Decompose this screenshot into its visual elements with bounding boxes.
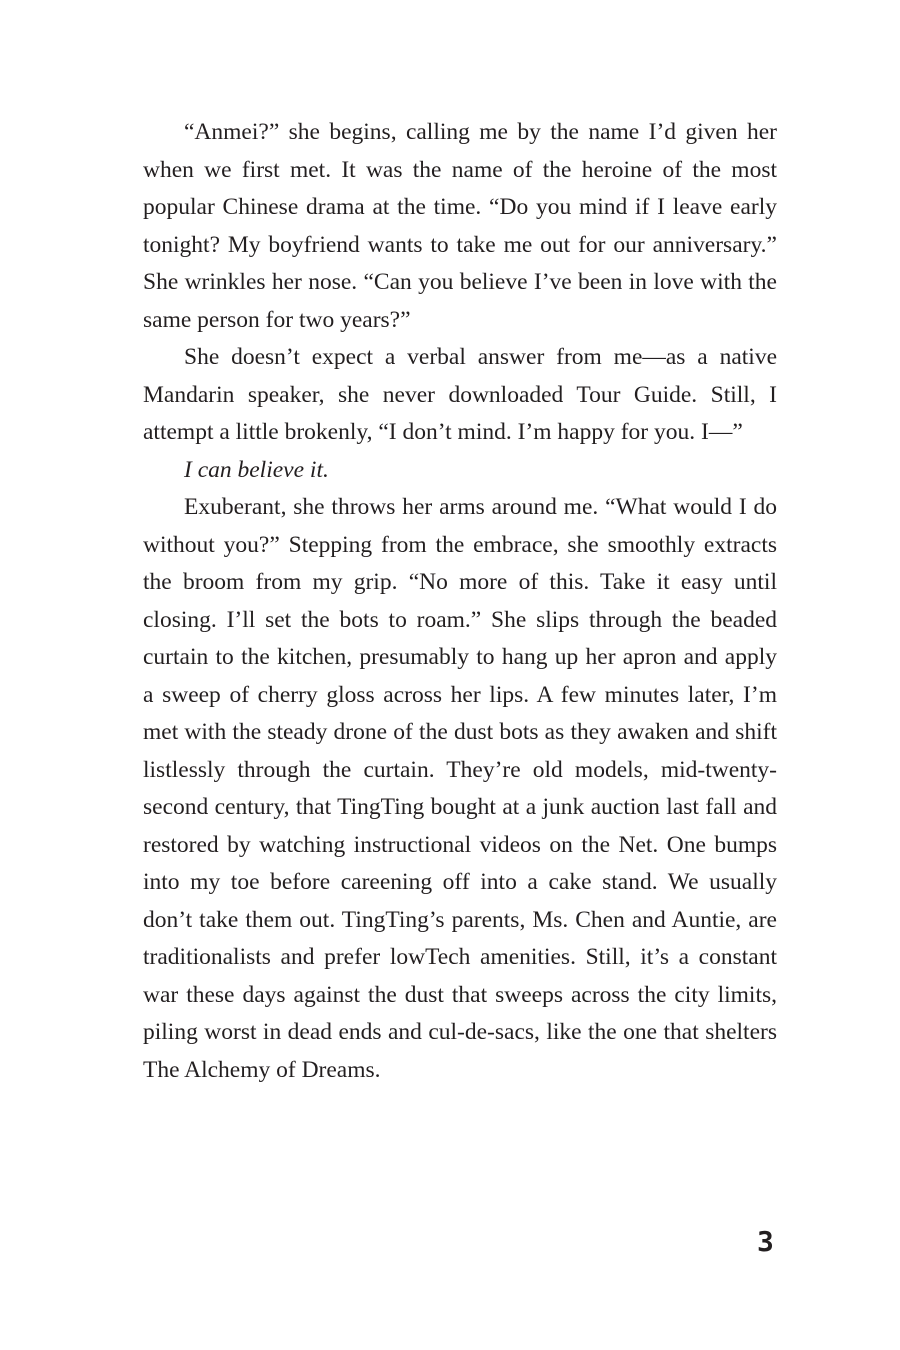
paragraph-2: She doesn’t expect a verbal answer from me—as a native Mandarin speaker, she never downloaded Tour Guide. Still, I attempt a little brokenly, “I don’t mind. I’m happy for you. I—” <box>143 344 777 445</box>
body-text <box>143 114 777 1089</box>
paragraph-3-italic: I can believe it. <box>184 456 329 483</box>
paragraph-1: “Anmei?” she begins, calling me by the name I’d given her when we first met. It was the name of the heroine of the most popular Chinese drama at the time. “Do you mind if I leave early tonight? My boyfriend wants to take me out for our anniversary.” She wrinkles her nose. “Can you believe I’ve been in love with the same person for two years?” <box>143 119 777 333</box>
page-number: 3 <box>757 1225 774 1258</box>
paragraph-4: Exuberant, she throws her arms around me. “What would I do without you?” Stepping from the embrace, she smoothly extracts the broom from my grip. “No more of this. Take it easy until closing. I’ll set the bots to roam.” She slips through the beaded curtain to the kitchen, presumably to hang up her apron and apply a sweep of cherry gloss across her lips. A few minutes later, I’m met with the steady drone of the dust bots as they awaken and shift listlessly through the curtain. They’re old models, mid-twenty-second century, that TingTing bought at a junk auction last fall and restored by watching instructional videos on the Net. One bumps into my toe before careening off into a cake stand. We usually don’t take them out. TingTing’s parents, Ms. Chen and Auntie, are traditionalists and prefer lowTech amenities. Still, it’s a constant war these days against the dust that sweeps across the city limits, piling worst in dead ends and cul-de-sacs, like the one that shelters The Alchemy of Dreams. <box>143 494 777 1083</box>
